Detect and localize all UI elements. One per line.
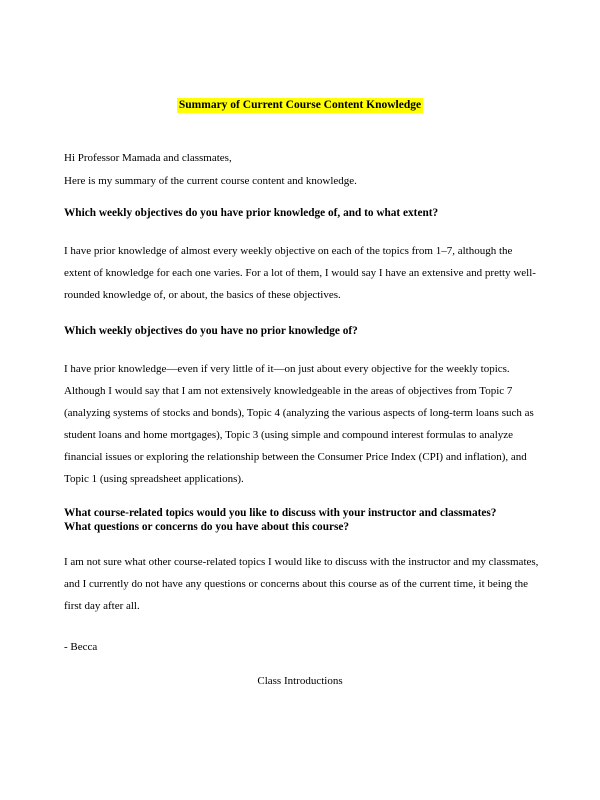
greeting: Hi Professor Mamada and classmates,: [64, 152, 232, 164]
section-1-question: Which weekly objectives do you have prior knowledge of, and to what extent?: [64, 207, 439, 219]
intro-paragraph: Here is my summary of the current course content and knowledge.: [64, 175, 357, 187]
section-2-question: Which weekly objectives do you have no prior knowledge of?: [64, 325, 358, 337]
document-title: Summary of Current Course Content Knowledge: [178, 99, 422, 111]
signature: - Becca: [64, 641, 98, 653]
title-container: [0, 95, 600, 113]
section-3-question-line2: What questions or concerns do you have about this course?: [64, 521, 350, 533]
section-3-question-line1: What course-related topics would you like to discuss with your instructor and classmates?: [64, 507, 497, 519]
section-3-answer: I am not sure what other course-related topics I would like to discuss with the instructor and my classmates, and I currently do not have any questions or concerns about this course as of the current time, it being the first day after all.: [64, 556, 539, 612]
section-2-answer: I have prior knowledge—even if very little of it—on just about every objective for the weekly topics. Although I would say that I am not extensively knowledgeable in the areas of objectives from Topic 7 (analyzing systems of stocks and bonds), Topic 4 (analyzing the various aspects of long-term loans such as student loans and home mortgages), Topic 3 (using simple and compound interest formulas to analyze financial issues or exploring the relationship between the Consumer Price Index (CPI) and inflation), and Topic 1 (using spreadsheet applications).: [64, 363, 534, 485]
section-1-answer: I have prior knowledge of almost every weekly objective on each of the topics from 1–7, although the extent of knowledge for each one varies. For a lot of them, I would say I have an extensive and pretty well-rounded knowledge of, or about, the basics of these objectives.: [64, 245, 536, 301]
page-footer: Class Introductions: [257, 675, 343, 687]
